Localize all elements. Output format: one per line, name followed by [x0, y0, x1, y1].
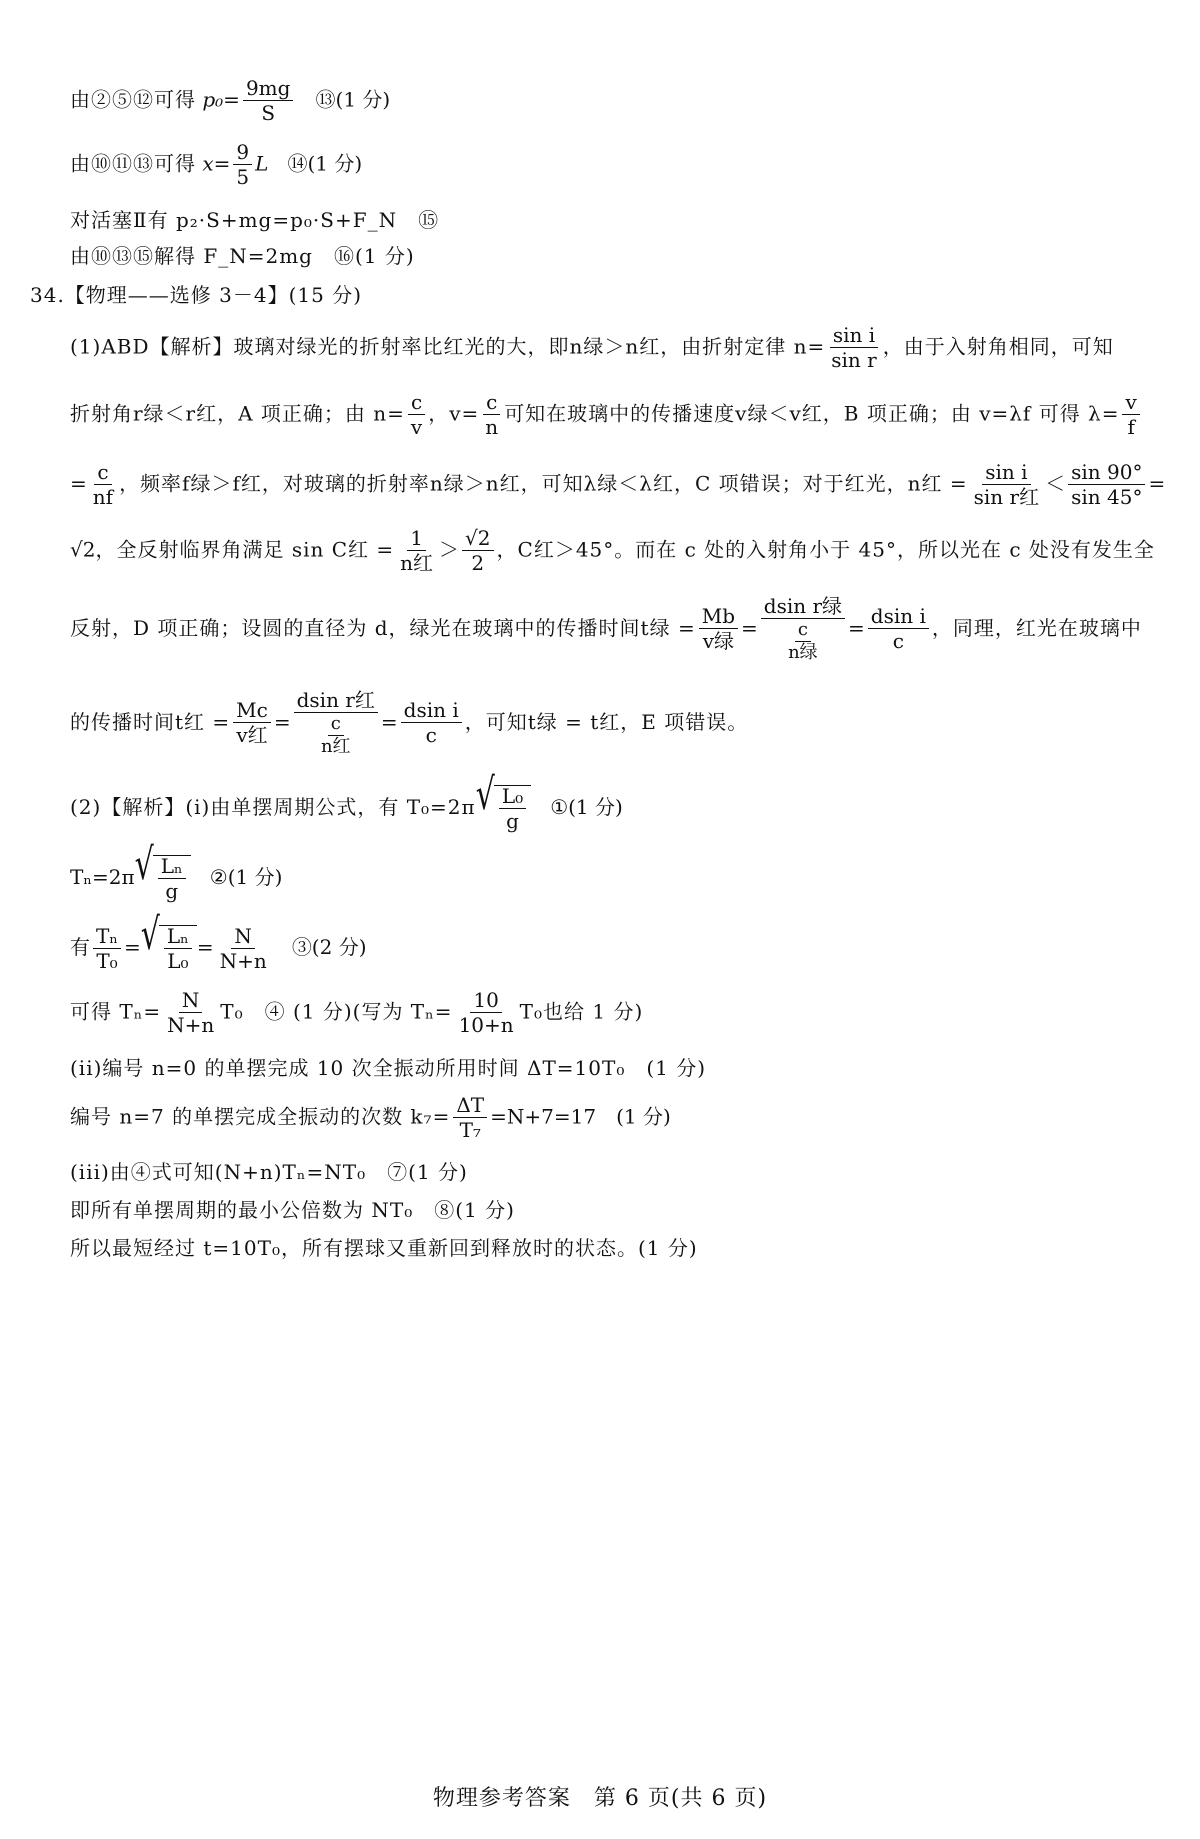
sqrt-ln-over-l0: √ $\frac{\text{Lₙ}}{\text{L₀}}$ [141, 925, 197, 972]
part1-line3: = $\frac{c}{nf}$ ，频率f绿＞f红，对玻璃的折射率n绿＞n红，可知λ绿＜λ红，C 项错误；对于红光，n红 = $\frac{\text{sin i}}{\text{sin r红}}$ ＜ $\frac{\sin 90^\circ}{\sin 45^\circ}$ = [70, 460, 1166, 509]
fraction-tn-over-t0: $\frac{\text{Tₙ}}{\text{T₀}}$ [93, 926, 121, 972]
fraction-10-over-10n: $\frac{10}{10+n}$ [458, 988, 514, 1037]
fraction-v-over-f: $\frac{v}{f}$ [1122, 392, 1139, 438]
part2-line2: Tₙ=2π √ $\frac{\text{Lₙ}}{g}$ ②(1 分) [70, 840, 283, 903]
line-x: 由⑩⑪⑬可得 x= $\frac{9}{5}$ L ⑭(1 分) [70, 140, 363, 189]
fraction-c-over-n: $\frac{c}{n}$ [482, 392, 501, 438]
part2-line1: (2)【解析】(i)由单摆周期公式，有 T₀=2π √ $\frac{\text{L₀}}{g}$ ①(1 分) [70, 770, 623, 833]
part2-line3: 有 $\frac{\text{Tₙ}}{\text{T₀}}$ = √ $\frac{\text{Lₙ}}{\text{L₀}}$ = $\frac{N}{N+n}$ ③(2 分) [70, 910, 367, 973]
question-34-title: 34.【物理——选修 3－4】(15 分) [30, 283, 363, 307]
fraction-dsinr-green: $\frac{\text{dsin r绿}}{\frac{c}{\text{n绿}}}$ [761, 596, 845, 663]
fraction-sini-sinr: $\frac{\text{sin i}}{\text{sin r}}$ [831, 323, 877, 372]
line-p0: 由②⑤⑫可得 p₀= $\frac{9mg}{S}$ ⑬(1 分) [70, 76, 391, 125]
part2-line4: 可得 Tₙ= $\frac{N}{N+n}$ T₀ ④ (1 分)(写为 Tₙ= $\frac{10}{10+n}$ T₀也给 1 分) [70, 988, 644, 1037]
fraction-9-over-5: $\frac{9}{5}$ [233, 142, 252, 188]
part1-line2: 折射角r绿＜r红，A 项正确；由 n= $\frac{c}{v}$ ，v= $\frac{c}{n}$ 可知在玻璃中的传播速度v绿＜v红，B 项正确；由 v=λf 可得 λ= $\frac{v}{f}$ [70, 392, 1170, 438]
fraction-mc-over-v: $\frac{Mc}{\text{v红}}$ [233, 700, 271, 746]
fraction-n-over-nn: $\frac{N}{N+n}$ [219, 923, 267, 973]
part1-line6: 的传播时间t红 = $\frac{Mc}{\text{v红}}$ = $\frac{\text{dsin r红}}{\frac{c}{\text{n红}}}$ = $\frac{\text{dsin i}}{c}$ ，可知t绿 = t红，E 项错误。 [70, 688, 749, 757]
fraction-n-over-nn-2: $\frac{N}{N+n}$ [167, 988, 215, 1037]
fraction-dsini-over-c-2: $\frac{\text{dsin i}}{c}$ [401, 700, 462, 746]
part1-line1: (1)ABD【解析】玻璃对绿光的折射率比红光的大，即n绿＞n红，由折射定律 n= $\frac{\text{sin i}}{\text{sin r}}$ ，由于入射角相同，可知 [70, 323, 1114, 372]
fraction-sin90-sin45: $\frac{\sin 90^\circ}{\sin 45^\circ}$ [1068, 462, 1145, 508]
fraction-9mg-over-s: $\frac{9mg}{S}$ [243, 78, 294, 124]
part2-line9: 所以最短经过 t=10T₀，所有摆球又重新回到释放时的状态。(1 分) [70, 1236, 698, 1260]
part2-line5: (ii)编号 n=0 的单摆完成 10 次全振动所用时间 ΔT=10T₀ (1 分) [70, 1056, 707, 1080]
part2-line6: 编号 n=7 的单摆完成全振动的次数 k₇= $\frac{\Delta T}{\text{T₇}}$ =N+7=17 (1 分) [70, 1093, 671, 1142]
fraction-dt-over-t7: $\frac{\Delta T}{\text{T₇}}$ [453, 1095, 487, 1141]
fraction-c-over-nf: $\frac{c}{nf}$ [92, 460, 114, 509]
fraction-sini-sinr-red: $\frac{\text{sin i}}{\text{sin r红}}$ [973, 460, 1040, 509]
page-footer: 物理参考答案 第 6 页(共 6 页) [432, 1786, 768, 1811]
part2-line8: 即所有单摆周期的最小公倍数为 NT₀ ⑧(1 分) [70, 1198, 515, 1222]
fraction-c-over-v: $\frac{c}{v}$ [408, 392, 425, 438]
fraction-1-over-n: $\frac{1}{\text{n红}}$ [400, 526, 434, 575]
fraction-sqrt2-over-2: $\frac{√2}{2}$ [462, 528, 493, 574]
part1-line4: √2，全反射临界角满足 sin C红 = $\frac{1}{\text{n红}}$ ＞ $\frac{√2}{2}$ ，C红＞45°。而在 c 处的入射角小于 45°，所以光在 c 处没有发生全 [70, 526, 1155, 575]
part1-line5: 反射，D 项正确；设圆的直径为 d，绿光在玻璃中的传播时间t绿 = $\frac{Mb}{\text{v绿}}$ = $\frac{\text{dsin r绿}}{\frac{c}{\text{n绿}}}$ = $\frac{\text{dsin i}}{c}$ ，同理，红光在玻璃中 [70, 594, 1142, 663]
fraction-dsinr-red: $\frac{\text{dsin r红}}{\frac{c}{\text{n红}}}$ [294, 690, 378, 757]
line-piston: 对活塞Ⅱ有 p₂·S+mg=p₀·S+F_N ⑮ [70, 208, 440, 232]
fraction-mb-over-v: $\frac{Mb}{\text{v绿}}$ [699, 606, 738, 652]
sqrt-ln-over-g: √ $\frac{\text{Lₙ}}{g}$ [135, 855, 191, 902]
line-fn: 由⑩⑬⑮解得 F_N=2mg ⑯(1 分) [70, 244, 415, 268]
sqrt-l0-over-g: √ $\frac{\text{L₀}}{g}$ [476, 785, 531, 832]
part2-line7: (iii)由④式可知(N+n)Tₙ=NT₀ ⑦(1 分) [70, 1160, 468, 1184]
fraction-dsini-over-c: $\frac{\text{dsin i}}{c}$ [868, 606, 929, 652]
